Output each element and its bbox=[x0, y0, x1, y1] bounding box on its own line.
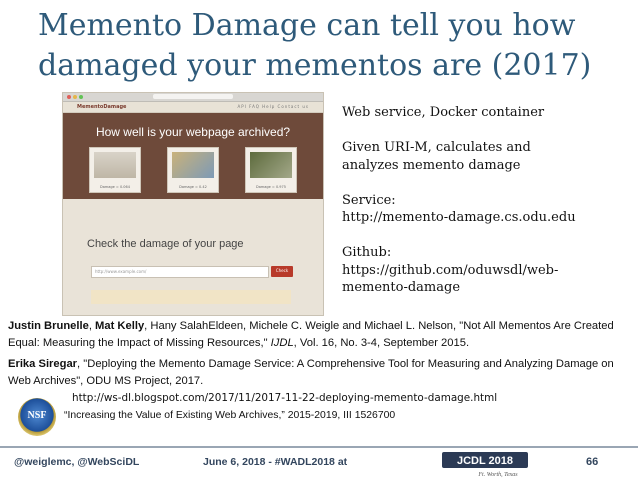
damage-caption-2: Damage = 0.42 bbox=[179, 185, 207, 189]
hero-question: How well is your webpage archived? bbox=[95, 125, 291, 139]
ref2-url[interactable]: http://ws-dl.blogspot.com/2017/11/2017-11-22-deploying-memento-damage.html bbox=[72, 392, 498, 404]
desc-line-web-service: Web service, Docker container bbox=[342, 105, 545, 120]
site-navbar bbox=[63, 102, 323, 113]
slide-title-line-2: damaged your mementos are (2017) bbox=[38, 48, 592, 83]
hero-section bbox=[63, 113, 323, 199]
damage-caption-1: Damage = 0.064 bbox=[100, 185, 130, 189]
example-card-2 bbox=[167, 147, 219, 193]
nsf-logo-text: NSF bbox=[27, 410, 47, 421]
desc-line-given: Given URI-M, calculates and bbox=[342, 140, 531, 155]
github-url-line-1[interactable]: https://github.com/oduwsdl/web- bbox=[342, 262, 559, 278]
example-thumbnail-2 bbox=[172, 152, 214, 178]
github-label: Github: bbox=[342, 245, 392, 260]
ref1-sep: , bbox=[88, 320, 96, 332]
url-input bbox=[91, 266, 269, 278]
footer-handles: @weiglemc, @WebSciDL bbox=[14, 456, 140, 468]
close-dot-icon bbox=[67, 95, 71, 99]
slide-title-line-1: Memento Damage can tell you how bbox=[38, 8, 576, 43]
ref2-author-siregar: Erika Siregar bbox=[8, 358, 78, 370]
footer-date: June 6, 2018 - #WADL2018 at bbox=[203, 456, 348, 468]
slide-title bbox=[38, 6, 628, 86]
grant-text: “Increasing the Value of Existing Web Archives,” 2015-2019, III 1526700 bbox=[64, 410, 396, 421]
note-box bbox=[91, 290, 291, 304]
site-nav-links: API FAQ Help Contact us bbox=[237, 104, 309, 109]
check-section bbox=[63, 200, 323, 315]
service-url[interactable]: http://memento-damage.cs.odu.edu bbox=[342, 210, 576, 225]
memento-damage-screenshot bbox=[62, 92, 324, 316]
nsf-logo-icon bbox=[18, 398, 56, 436]
ref1-journal: IJDL bbox=[270, 337, 294, 349]
minimize-dot-icon bbox=[73, 95, 77, 99]
references bbox=[8, 318, 630, 407]
service-label: Service: bbox=[342, 192, 396, 208]
ref1-rest: , Hany SalahEldeen, Michele C. Weigle and Michael L. Nelson, "Not All Mementos Are Created Equal: Measuring the Impact of Missing Resources," bbox=[8, 320, 614, 349]
ref1-author-kelly: Mat Kelly bbox=[95, 320, 145, 332]
maximize-dot-icon bbox=[79, 95, 83, 99]
damage-caption-3: Damage = 0.975 bbox=[256, 185, 286, 189]
address-bar bbox=[153, 94, 233, 99]
url-input-placeholder: http://www.example.com/ bbox=[95, 269, 147, 274]
check-button bbox=[271, 266, 293, 277]
example-thumbnail-1 bbox=[94, 152, 136, 178]
jcdl-logo-text: JCDL 2018 bbox=[456, 455, 514, 467]
ref1-tail: , Vol. 16, No. 3-4, September 2015. bbox=[293, 337, 470, 349]
reference-1 bbox=[8, 318, 630, 352]
example-card-1 bbox=[89, 147, 141, 193]
site-logo: MementoDamage bbox=[77, 104, 127, 110]
example-card-3 bbox=[245, 147, 297, 193]
slide-footer bbox=[0, 446, 638, 481]
github-url-line-2[interactable]: memento-damage bbox=[342, 280, 461, 295]
jcdl-logo-icon bbox=[440, 450, 530, 478]
desc-line-analyzes: analyzes memento damage bbox=[342, 157, 521, 173]
reference-2 bbox=[8, 356, 630, 390]
check-button-label: Check bbox=[275, 268, 289, 273]
ref1-author-brunelle: Justin Brunelle bbox=[8, 320, 89, 332]
check-heading: Check the damage of your page bbox=[87, 238, 244, 250]
jcdl-logo-sub: Ft. Worth, Texas bbox=[478, 472, 518, 478]
page-number: 66 bbox=[586, 456, 599, 468]
service-description bbox=[342, 104, 632, 297]
example-thumbnail-3 bbox=[250, 152, 292, 178]
ref2-rest: , "Deploying the Memento Damage Service: A Comprehensive Tool for Measuring and Analyzing Damage on Web Archives", ODU MS Project, 2017. bbox=[8, 358, 614, 387]
browser-chrome bbox=[63, 93, 323, 102]
